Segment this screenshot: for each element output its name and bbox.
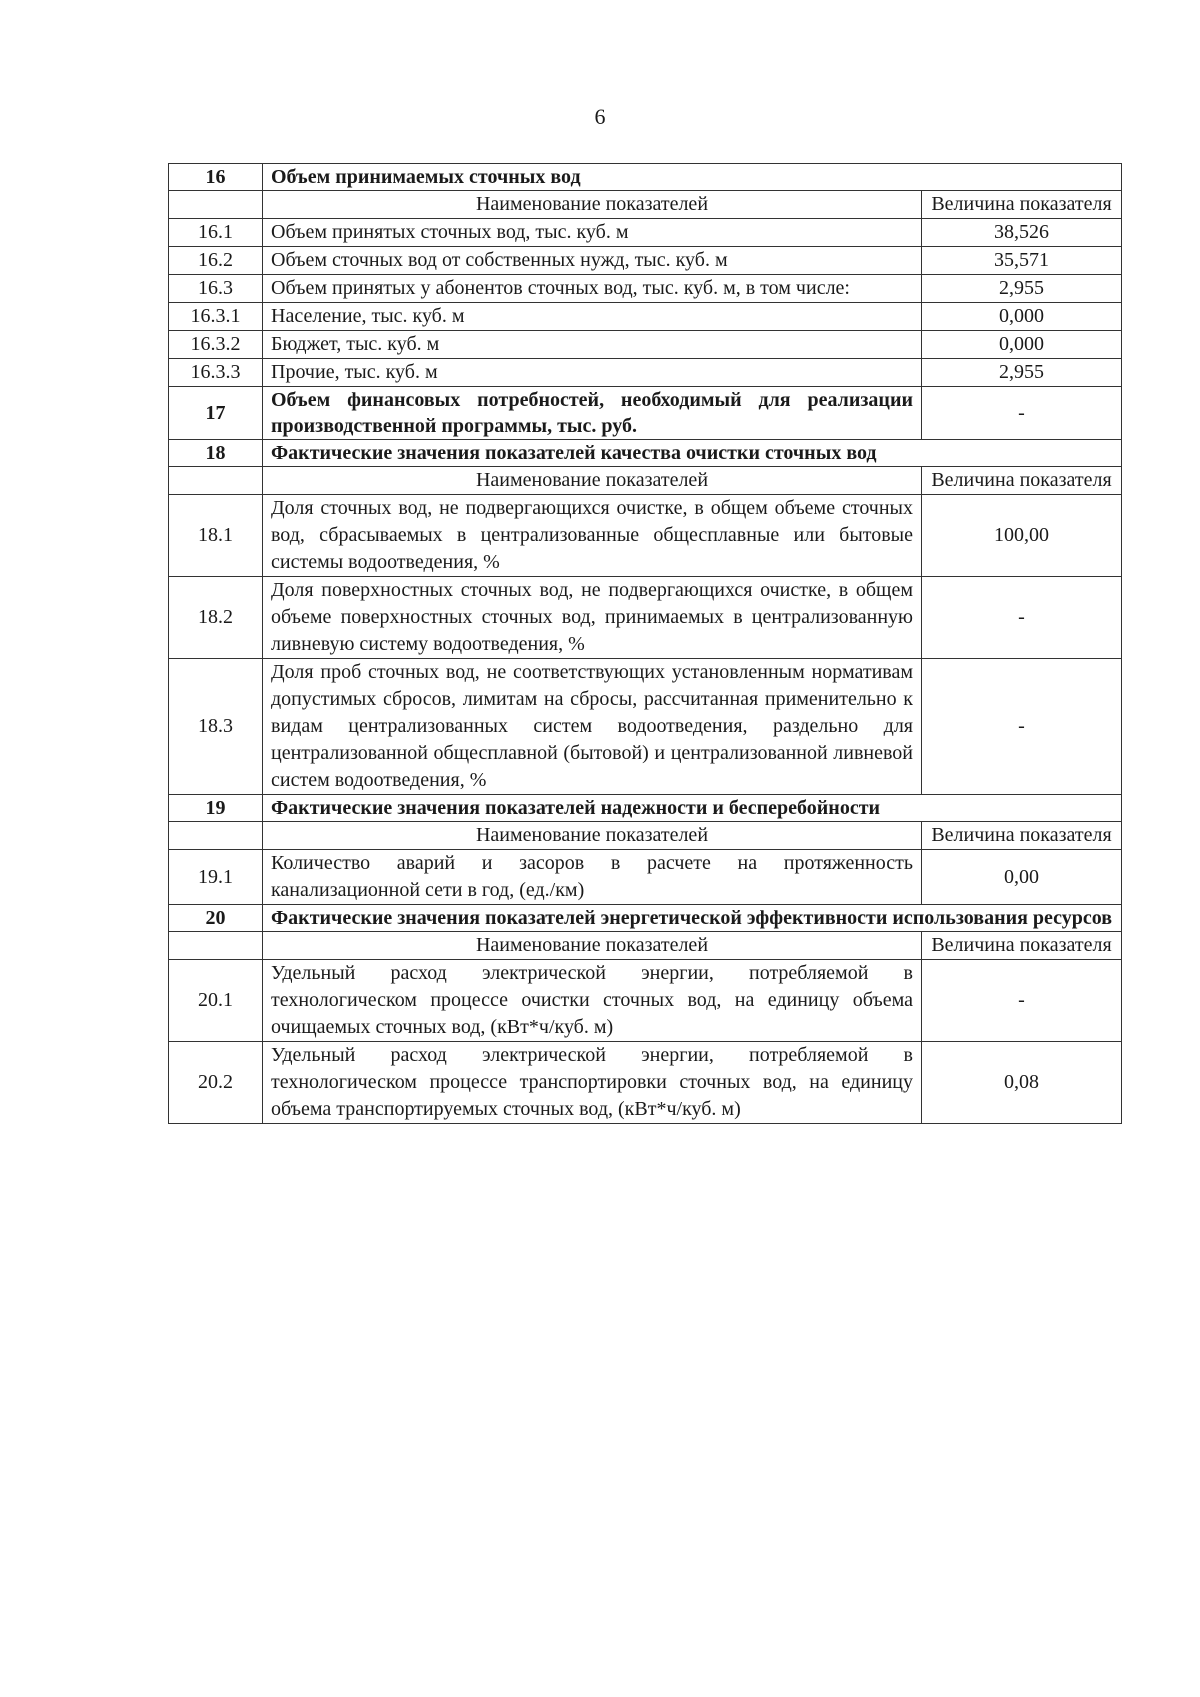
row-value: 0,000 xyxy=(922,331,1122,359)
row-value: 2,955 xyxy=(922,275,1122,303)
table-row xyxy=(169,960,1122,1042)
row-number: 16.3 xyxy=(169,275,263,303)
indicator-name-header: Наименование показателей xyxy=(263,822,922,850)
row-number: 18.2 xyxy=(169,577,263,659)
row-number: 16.3.1 xyxy=(169,303,263,331)
section-20-header-row xyxy=(169,905,1122,932)
row-number: 19.1 xyxy=(169,850,263,905)
table-row xyxy=(169,850,1122,905)
row-name: Удельный расход электрической энергии, потребляемой в технологическом процессе очистки сточных вод, на единицу объема очищаемых сточных вод, (кВт*ч/куб. м) xyxy=(263,960,922,1042)
indicator-value-header: Величина показателя xyxy=(922,191,1122,219)
section-number: 19 xyxy=(169,795,263,822)
indicators-table xyxy=(168,163,1122,1124)
section-number: 18 xyxy=(169,440,263,467)
page-number: 6 xyxy=(594,104,606,129)
row-number: 20.1 xyxy=(169,960,263,1042)
row-value: 38,526 xyxy=(922,219,1122,247)
row-value: - xyxy=(922,659,1122,795)
row-name: Доля проб сточных вод, не соответствующих установленным нормативам допустимых сбросов, лимитам на сбросы, рассчитанная применительно к видам централизованных систем водоотведения, раздельно для централизованной общесплавной (бытовой) и централизованной ливневой систем водоотведения, % xyxy=(263,659,922,795)
row-value: 0,000 xyxy=(922,303,1122,331)
empty-cell xyxy=(169,822,263,850)
row-number: 20.2 xyxy=(169,1042,263,1124)
indicator-name-header: Наименование показателей xyxy=(263,191,922,219)
table-row xyxy=(169,495,1122,577)
table-row xyxy=(169,331,1122,359)
row-number: 16.2 xyxy=(169,247,263,275)
row-name: Прочие, тыс. куб. м xyxy=(263,359,922,387)
section-title: Объем принимаемых сточных вод xyxy=(263,164,1122,191)
section-16-header-row xyxy=(169,164,1122,191)
section-title: Фактические значения показателей энергетической эффективности использования ресурсов xyxy=(263,905,1122,932)
row-value: 100,00 xyxy=(922,495,1122,577)
row-number: 16.1 xyxy=(169,219,263,247)
table-row xyxy=(169,577,1122,659)
section-number: 17 xyxy=(169,387,263,440)
indicator-name-header: Наименование показателей xyxy=(263,932,922,960)
row-number: 16.3.2 xyxy=(169,331,263,359)
row-name: Доля поверхностных сточных вод, не подвергающихся очистке, в общем объеме поверхностных сточных вод, принимаемых в централизованную ливневую систему водоотведения, % xyxy=(263,577,922,659)
row-name: Доля сточных вод, не подвергающихся очистке, в общем объеме сточных вод, сбрасываемых в централизованные общесплавные или бытовые системы водоотведения, % xyxy=(263,495,922,577)
row-value: 0,00 xyxy=(922,850,1122,905)
row-value: - xyxy=(922,577,1122,659)
row-value: 35,571 xyxy=(922,247,1122,275)
row-name: Объем сточных вод от собственных нужд, тыс. куб. м xyxy=(263,247,922,275)
indicator-value-header: Величина показателя xyxy=(922,822,1122,850)
row-name: Удельный расход электрической энергии, потребляемой в технологическом процессе транспортировки сточных вод, на единицу объема транспортируемых сточных вод, (кВт*ч/куб. м) xyxy=(263,1042,922,1124)
column-header-row xyxy=(169,932,1122,960)
row-number: 16.3.3 xyxy=(169,359,263,387)
row-value: 2,955 xyxy=(922,359,1122,387)
column-header-row xyxy=(169,467,1122,495)
section-17-row xyxy=(169,387,1122,440)
table-row xyxy=(169,219,1122,247)
table-row xyxy=(169,1042,1122,1124)
indicator-name-header: Наименование показателей xyxy=(263,467,922,495)
row-value: - xyxy=(922,387,1122,440)
section-title: Объем финансовых потребностей, необходимый для реализации производственной программы, тыс. руб. xyxy=(263,387,922,440)
table-row xyxy=(169,303,1122,331)
row-value: - xyxy=(922,960,1122,1042)
column-header-row xyxy=(169,822,1122,850)
indicator-value-header: Величина показателя xyxy=(922,932,1122,960)
row-name: Количество аварий и засоров в расчете на протяженность канализационной сети в год, (ед./км) xyxy=(263,850,922,905)
empty-cell xyxy=(169,191,263,219)
indicator-value-header: Величина показателя xyxy=(922,467,1122,495)
table-row xyxy=(169,275,1122,303)
row-name: Объем принятых у абонентов сточных вод, тыс. куб. м, в том числе: xyxy=(263,275,922,303)
row-value: 0,08 xyxy=(922,1042,1122,1124)
row-name: Бюджет, тыс. куб. м xyxy=(263,331,922,359)
section-number: 20 xyxy=(169,905,263,932)
empty-cell xyxy=(169,467,263,495)
row-number: 18.1 xyxy=(169,495,263,577)
section-18-header-row xyxy=(169,440,1122,467)
section-title: Фактические значения показателей надежности и бесперебойности xyxy=(263,795,1122,822)
column-header-row xyxy=(169,191,1122,219)
empty-cell xyxy=(169,932,263,960)
section-title: Фактические значения показателей качества очистки сточных вод xyxy=(263,440,1122,467)
row-name: Объем принятых сточных вод, тыс. куб. м xyxy=(263,219,922,247)
section-number: 16 xyxy=(169,164,263,191)
row-name: Население, тыс. куб. м xyxy=(263,303,922,331)
table-row xyxy=(169,359,1122,387)
row-number: 18.3 xyxy=(169,659,263,795)
section-19-header-row xyxy=(169,795,1122,822)
table-row xyxy=(169,659,1122,795)
table-row xyxy=(169,247,1122,275)
